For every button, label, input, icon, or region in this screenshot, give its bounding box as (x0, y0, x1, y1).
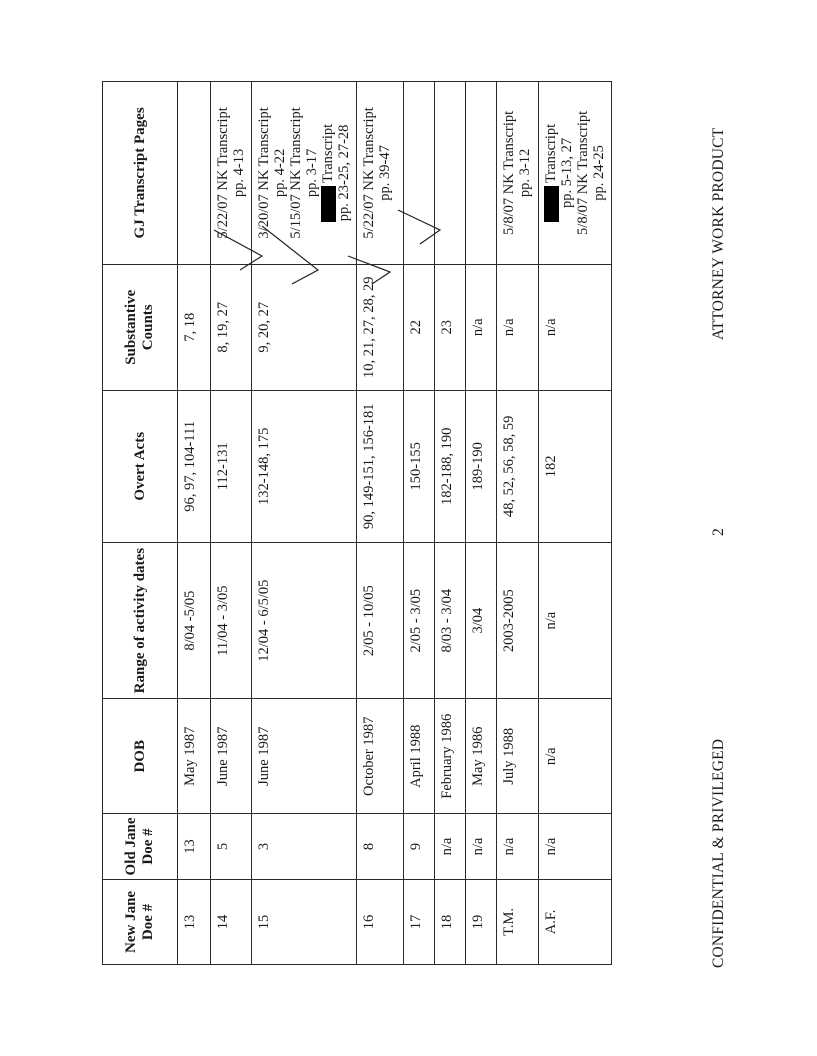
transcript-line: pp. 24-25 (591, 145, 608, 201)
transcript-line-text: Transcript (543, 123, 560, 183)
cell-new-doe: 16 (357, 879, 404, 964)
cell-dob: May 1987 (178, 699, 211, 814)
col-header-new-doe: New Jane Doe # (103, 879, 178, 964)
cell-new-doe: 15 (252, 879, 357, 964)
work-product-footer: ATTORNEY WORK PRODUCT (710, 127, 727, 340)
cell-overt-acts: 112-131 (211, 390, 252, 542)
col-header-old-doe: Old Jane Doe # (103, 814, 178, 880)
cell-dob: October 1987 (357, 699, 404, 814)
cell-overt-acts: 48, 52, 56, 58, 59 (497, 390, 539, 542)
cell-old-doe: 13 (178, 814, 211, 880)
cell-range: 8/04 -5/05 (178, 542, 211, 699)
cell-new-doe: 17 (404, 879, 435, 964)
transcript-line: 5/22/07 NK Transcript (215, 107, 231, 239)
transcript-line: 3/20/07 NK Transcript (256, 107, 272, 239)
cell-transcripts (404, 82, 435, 265)
cell-overt-acts: 189-190 (466, 390, 497, 542)
cell-transcripts (252, 82, 357, 265)
cell-overt-acts: 150-155 (404, 390, 435, 542)
transcript-line: pp. 4-22 (272, 148, 288, 198)
col-header-overt-acts: Overt Acts (103, 390, 178, 542)
cell-range: 2003-2005 (497, 542, 539, 699)
col-header-counts: Substantive Counts (103, 264, 178, 390)
transcript-line: 5/22/07 NK Transcript (361, 107, 378, 239)
cell-overt-acts: 182 (539, 390, 612, 542)
cell-counts: n/a (497, 264, 539, 390)
cell-counts: 10, 21, 27, 28, 29 (357, 264, 404, 390)
redaction-box (544, 186, 559, 222)
cell-transcripts (211, 82, 252, 265)
table-row (211, 82, 252, 965)
cell-old-doe: n/a (497, 814, 539, 880)
cell-old-doe: n/a (435, 814, 466, 880)
cell-counts: 22 (404, 264, 435, 390)
cell-old-doe: 9 (404, 814, 435, 880)
cell-old-doe: n/a (539, 814, 612, 880)
cell-new-doe: 19 (466, 879, 497, 964)
cell-overt-acts: 182-188, 190 (435, 390, 466, 542)
transcript-line: pp. 3-12 (517, 148, 534, 198)
cell-counts: 23 (435, 264, 466, 390)
cell-new-doe: A.F. (539, 879, 612, 964)
transcript-line: 5/15/07 NK Transcript (288, 107, 304, 239)
cell-dob: June 1987 (211, 699, 252, 814)
table-row (466, 82, 497, 965)
cell-old-doe: 3 (252, 814, 357, 880)
cell-range: 3/04 (466, 542, 497, 699)
transcript-line: pp. 4-13 (231, 148, 247, 198)
cell-transcripts (435, 82, 466, 265)
cell-old-doe: 8 (357, 814, 404, 880)
transcript-line: pp. 5-13, 27 (559, 137, 576, 208)
cell-new-doe: 18 (435, 879, 466, 964)
cell-old-doe: n/a (466, 814, 497, 880)
cell-transcripts (466, 82, 497, 265)
table-row (404, 82, 435, 965)
transcript-line: 5/8/07 NK Transcript (501, 110, 518, 235)
page-number: 2 (710, 528, 727, 536)
cell-counts: n/a (466, 264, 497, 390)
cell-counts: n/a (539, 264, 612, 390)
col-header-dob: DOB (103, 699, 178, 814)
cell-new-doe: 14 (211, 879, 252, 964)
table-row (357, 82, 404, 965)
cell-overt-acts: 132-148, 175 (252, 390, 357, 542)
transcript-line (543, 85, 559, 261)
transcript-line-text: Transcript (320, 123, 336, 183)
col-header-transcripts: GJ Transcript Pages (103, 82, 178, 265)
table-row (539, 82, 612, 965)
transcript-line: pp. 3-17 (304, 148, 320, 198)
cell-range: 2/05 - 3/05 (404, 542, 435, 699)
cell-counts: 7, 18 (178, 264, 211, 390)
transcript-line: 5/8/07 NK Transcript (575, 110, 592, 235)
cell-dob: July 1988 (497, 699, 539, 814)
cell-range: 8/03 - 3/04 (435, 542, 466, 699)
confidential-footer: CONFIDENTIAL & PRIVILEGED (710, 738, 727, 968)
cell-dob: February 1986 (435, 699, 466, 814)
cell-transcripts (178, 82, 211, 265)
cell-range: n/a (539, 542, 612, 699)
table-row (252, 82, 357, 965)
cell-range: 2/05 - 10/05 (357, 542, 404, 699)
cell-transcripts (497, 82, 539, 265)
cell-overt-acts: 90, 149-151, 156-181 (357, 390, 404, 542)
cell-dob: April 1988 (404, 699, 435, 814)
cell-counts: 9, 20, 27 (252, 264, 357, 390)
cell-range: 11/04 - 3/05 (211, 542, 252, 699)
cell-new-doe: 13 (178, 879, 211, 964)
transcript-line: pp. 39-47 (377, 145, 394, 201)
table-row (497, 82, 539, 965)
cell-range: 12/04 - 6/5/05 (252, 542, 357, 699)
transcript-line: pp. 23-25, 27-28 (336, 124, 353, 222)
jane-doe-table (102, 81, 612, 965)
table-row (178, 82, 211, 965)
cell-old-doe: 5 (211, 814, 252, 880)
table-header-row (103, 82, 178, 965)
cell-dob: May 1986 (466, 699, 497, 814)
transcript-line (320, 85, 336, 261)
table-row (435, 82, 466, 965)
cell-new-doe: T.M. (497, 879, 539, 964)
cell-transcripts (357, 82, 404, 265)
redaction-box (321, 186, 336, 222)
cell-counts: 8, 19, 27 (211, 264, 252, 390)
cell-overt-acts: 96, 97, 104-111 (178, 390, 211, 542)
cell-dob: n/a (539, 699, 612, 814)
col-header-range: Range of activity dates (103, 542, 178, 699)
cell-transcripts (539, 82, 612, 265)
cell-dob: June 1987 (252, 699, 357, 814)
